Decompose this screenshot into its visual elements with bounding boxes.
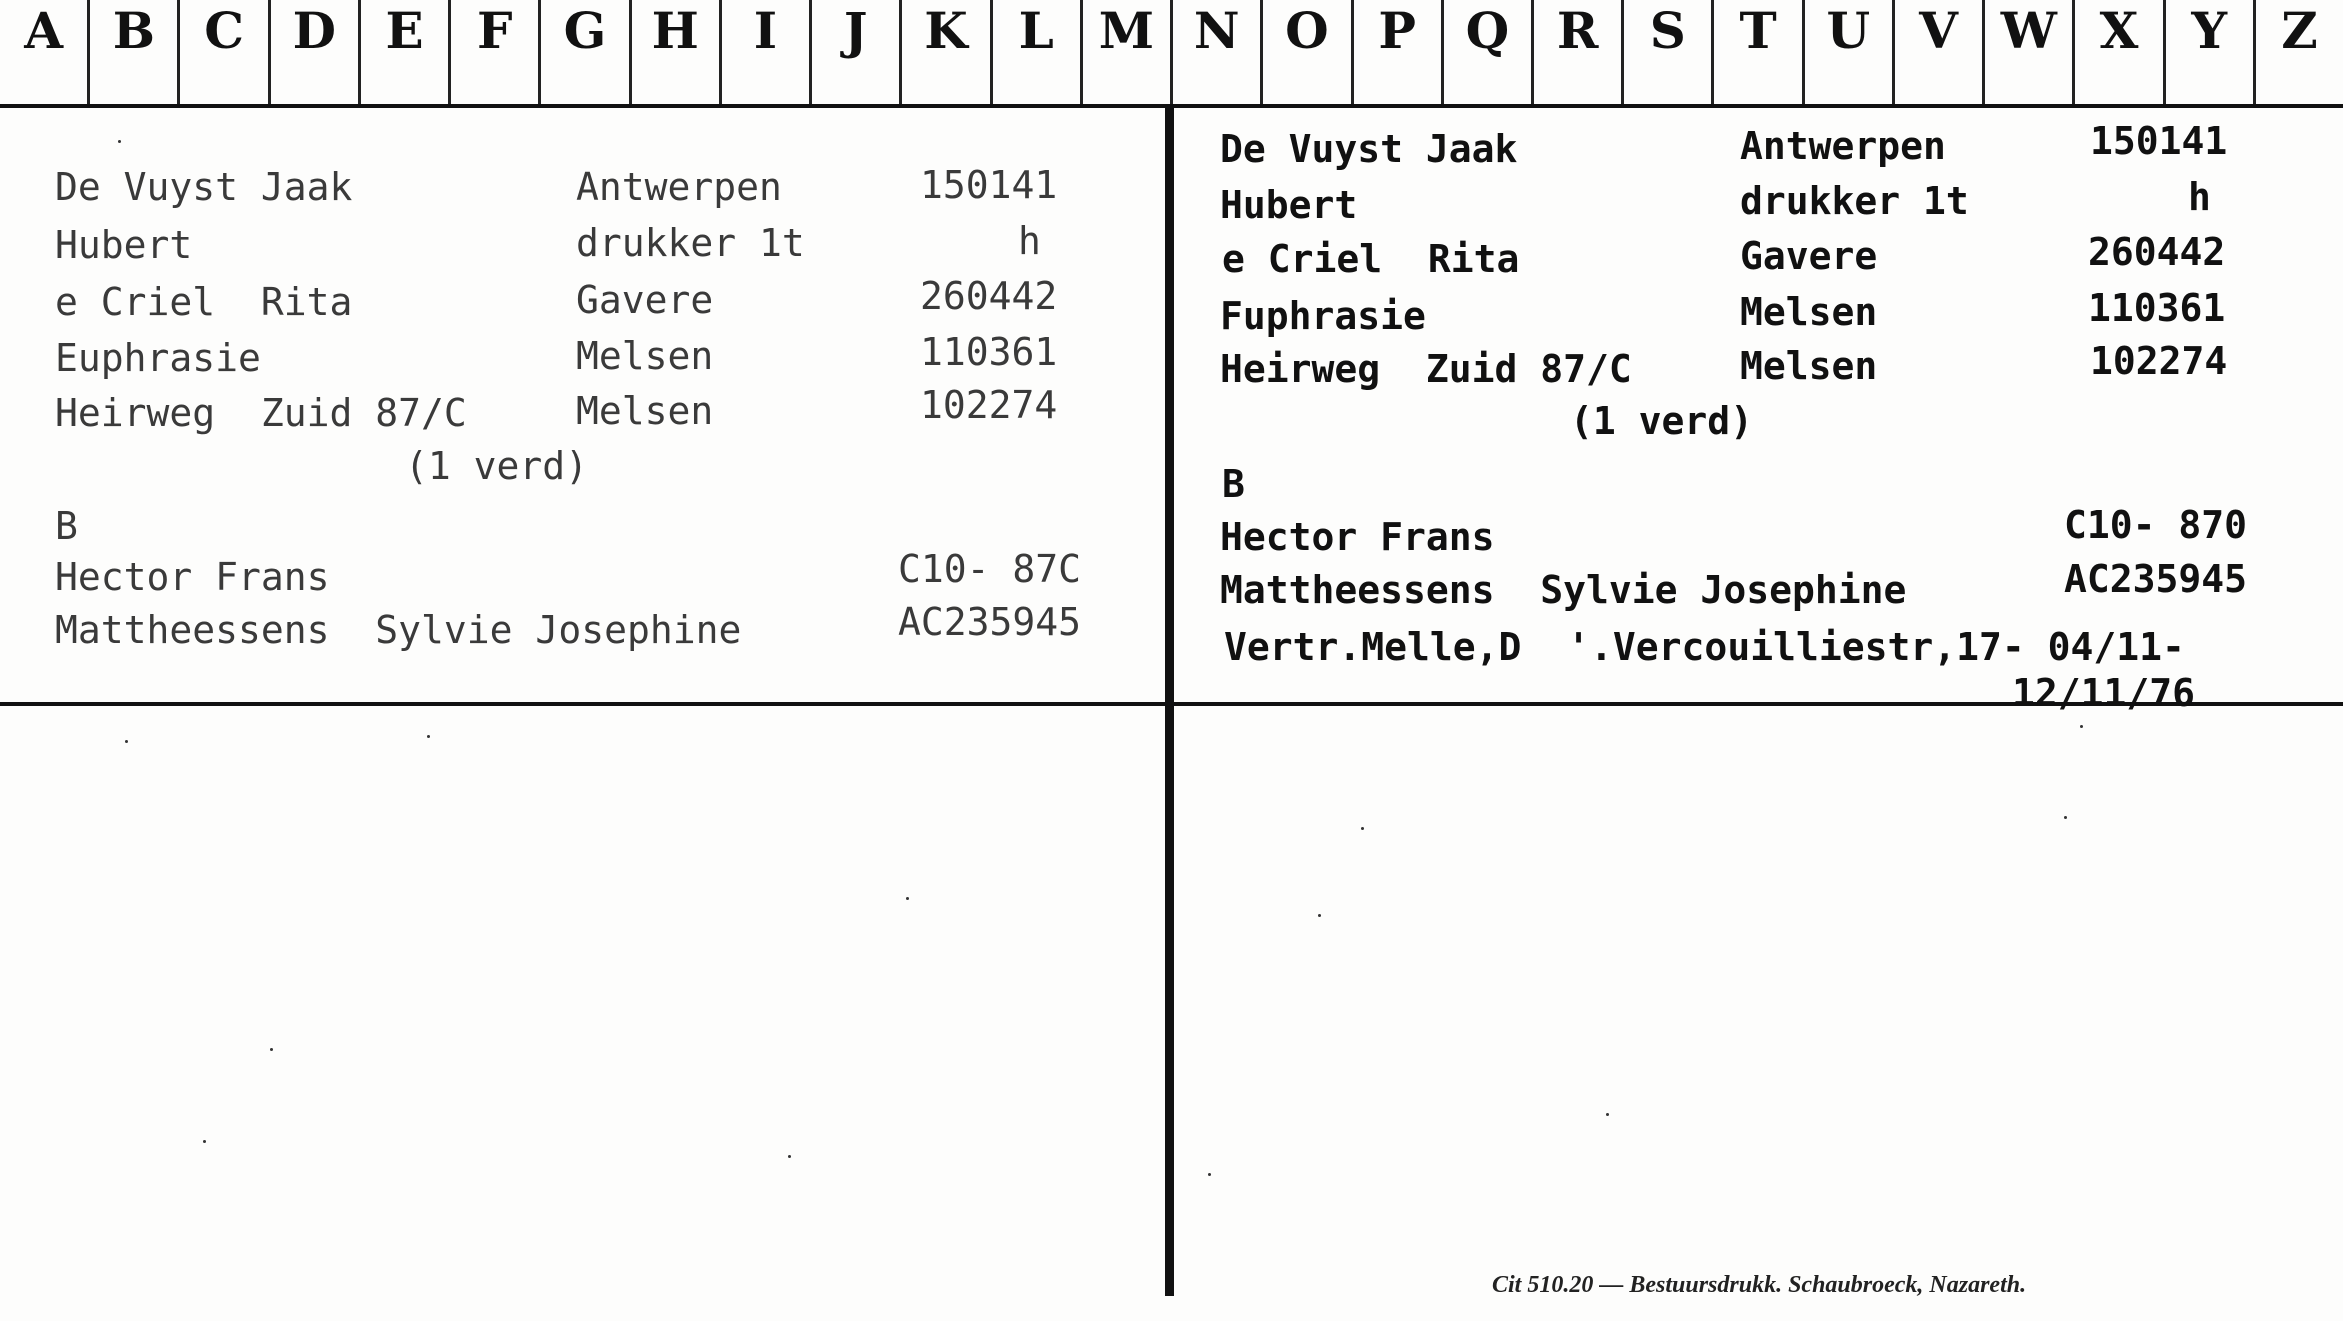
right-code-line-4: 110361 (2088, 286, 2226, 330)
scan-speck (2080, 725, 2083, 728)
index-letter-o: O (1263, 0, 1353, 104)
index-letter-i: I (722, 0, 812, 104)
left-place-line-2: drukker 1t (576, 221, 805, 265)
right-name-line-5: Heirweg Zuid 87/C (1220, 347, 1632, 391)
left-name-line-4: Euphrasie (55, 336, 261, 380)
index-letter-w: W (1985, 0, 2075, 104)
index-letter-c: C (180, 0, 270, 104)
scan-speck (788, 1155, 791, 1158)
index-letter-b: B (90, 0, 180, 104)
left-place-line-1: Antwerpen (576, 165, 782, 209)
alphabet-index-strip (0, 0, 2343, 108)
left-section-code-2: AC235945 (898, 600, 1082, 644)
index-letter-d: D (271, 0, 361, 104)
right-place-line-1: Antwerpen (1740, 124, 1946, 168)
right-verd-note: (1 verd) (1570, 399, 1754, 443)
left-section-code-1: C10- 87C (898, 547, 1082, 591)
scan-speck (1208, 1173, 1211, 1176)
index-letter-e: E (361, 0, 451, 104)
left-name-line-1: De Vuyst Jaak (55, 165, 353, 209)
left-section-name-2: Mattheessens Sylvie Josephine (55, 608, 742, 652)
right-name-line-3: e Criel Rita (1222, 237, 1520, 281)
right-code-line-1: 150141 (2090, 119, 2228, 163)
index-letter-z: Z (2281, 1, 2318, 60)
scan-speck (203, 1140, 206, 1143)
right-code-line-2: h (2188, 175, 2211, 219)
left-name-line-5: Heirweg Zuid 87/C (55, 391, 467, 435)
left-verd-note: (1 verd) (405, 444, 589, 488)
right-place-line-4: Melsen (1740, 290, 1878, 334)
index-letter-t: T (1714, 0, 1804, 104)
scan-speck (1318, 914, 1321, 917)
index-letter-p: P (1354, 0, 1444, 104)
left-code-line-1: 150141 (920, 163, 1058, 207)
index-letter-j: J (812, 0, 902, 104)
right-code-line-5: 102274 (2090, 339, 2228, 383)
index-letter-s: S (1624, 0, 1714, 104)
index-letter-g: G (541, 0, 631, 104)
index-letter-a: A (0, 0, 90, 104)
left-section-letter: B (55, 504, 78, 548)
right-section-code-2: AC235945 (2064, 557, 2248, 601)
left-code-line-2: h (1018, 219, 1041, 263)
horizontal-divider (0, 702, 2343, 706)
right-code-line-3: 260442 (2088, 230, 2226, 274)
right-section-name-2: Mattheessens Sylvie Josephine (1220, 568, 1907, 612)
index-letter-f: F (451, 0, 541, 104)
right-section-date: 12/11/76 (2012, 671, 2196, 715)
left-section-name-1: Hector Frans (55, 555, 330, 599)
scan-speck (427, 735, 430, 738)
right-place-line-3: Gavere (1740, 234, 1878, 278)
left-name-line-2: Hubert (55, 223, 193, 267)
index-letter-y: Y (2166, 0, 2256, 104)
right-section-address: Vertr.Melle,D '.Vercouilliestr,17- 04/11- (1224, 625, 2185, 669)
right-section-letter: B (1222, 462, 1245, 506)
left-place-line-4: Melsen (576, 334, 714, 378)
scan-speck (1606, 1113, 1609, 1116)
right-place-line-5: Melsen (1740, 344, 1878, 388)
scan-speck (118, 140, 121, 143)
right-section-name-1: Hector Frans (1220, 515, 1495, 559)
left-name-line-3: e Criel Rita (55, 280, 353, 324)
left-place-line-5: Melsen (576, 389, 714, 433)
index-letter-x: X (2075, 0, 2165, 104)
scan-speck (125, 740, 128, 743)
scan-speck (270, 1048, 273, 1051)
index-letter-l: L (993, 0, 1083, 104)
right-section-code-1: C10- 870 (2064, 503, 2248, 547)
index-letter-h: H (632, 0, 722, 104)
index-letter-k: K (902, 0, 992, 104)
index-letter-q: Q (1444, 0, 1534, 104)
index-letter-u: U (1805, 0, 1895, 104)
index-letter-m: M (1083, 0, 1173, 104)
right-name-line-1: De Vuyst Jaak (1220, 127, 1518, 171)
left-code-line-4: 110361 (920, 330, 1058, 374)
index-letter-v: V (1895, 0, 1985, 104)
index-letter-r: R (1534, 0, 1624, 104)
scan-speck (906, 897, 909, 900)
right-place-line-2: drukker 1t (1740, 179, 1969, 223)
index-letter-n: N (1173, 0, 1263, 104)
right-name-line-4: Fuphrasie (1220, 294, 1426, 338)
left-code-line-3: 260442 (920, 274, 1058, 318)
scan-speck (2064, 816, 2067, 819)
left-code-line-5: 102274 (920, 383, 1058, 427)
printer-imprint: Cit 510.20 — Bestuursdrukk. Schaubroeck, Nazareth. (1492, 1272, 2027, 1298)
right-name-line-2: Hubert (1220, 183, 1358, 227)
left-place-line-3: Gavere (576, 278, 714, 322)
scan-speck (1361, 827, 1364, 830)
